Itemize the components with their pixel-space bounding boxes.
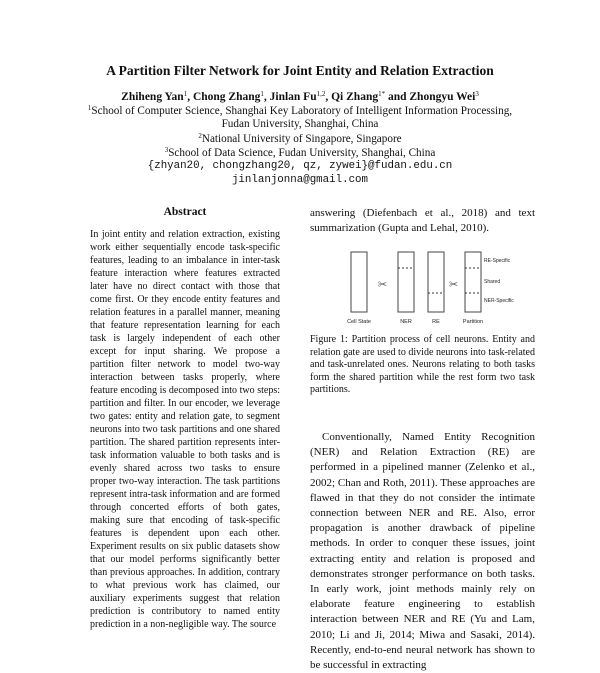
author-name: Qi Zhang: [331, 91, 379, 103]
author-list: [0, 90, 600, 103]
affiliation-line: [0, 118, 600, 130]
abstract-heading: Abstract: [163, 206, 207, 218]
figure-caption: Figure 1: Partition process of cell neurons. Entity and relation gate are used to divide neurons into task-related and task-unrelated ones. Neurons relating to both tasks form the shared partition while the rest form two task partitions.: [310, 334, 535, 395]
author-name: Zhiheng Yan: [121, 91, 184, 103]
author-affiliation-mark: 1,2: [316, 90, 326, 98]
partition-bar: [465, 252, 481, 312]
affiliation-line: [0, 132, 600, 145]
affiliation-line: [0, 146, 600, 159]
label-ner-specific: NER-Specific: [484, 298, 514, 304]
scissors-icon: ✂: [378, 278, 388, 291]
label-re: RE: [432, 319, 440, 325]
abstract-body: [90, 228, 280, 630]
affiliation-text: National University of Singapore, Singapore: [201, 133, 402, 145]
author-separator: ,: [187, 91, 193, 103]
label-cell-state: Cell State: [347, 319, 371, 325]
author-separator: ,: [263, 91, 270, 103]
email-line: jinlanjonna@gmail.com: [231, 174, 369, 186]
author-name: Zhongyu Wei: [409, 91, 476, 103]
affiliation-text: Fudan University, Shanghai, China: [221, 118, 379, 130]
author-name: Jinlan Fu: [269, 91, 317, 103]
author-separator: and: [385, 91, 410, 103]
label-ner: NER: [400, 319, 412, 325]
author-affiliation-mark: 3: [475, 90, 479, 98]
ner-bar: [398, 252, 414, 312]
affiliation-text: School of Data Science, Fudan University, Shanghai, China: [168, 147, 436, 159]
re-bar: [428, 252, 444, 312]
affiliation-mark: 1: [87, 104, 92, 112]
figure-diagram: [340, 248, 514, 330]
author-affiliation-mark: 1: [260, 90, 264, 98]
intro-body: [310, 430, 535, 672]
abstract-text: In joint entity and relation extraction, existing work either sequentially encode task-specific features, leading to an imbalance in inter-task feature interaction where features extracted later have no direct contact with those that come first. Or they encode entity features and relation features in a parallel manner, meaning that feature representation learning for each task is largely independent of each other except for input sharing. We propose a partition filter network to model two-way interaction between tasks properly, where feature encoding is decomposed into two steps: partition and filter. In our encoder, we leverage two gates: entity and relation gate, to segment neurons into two task partitions and one shared partition. The shared partition represents inter-task information valuable to both tasks and is evenly shared across two tasks to ensure proper two-way interaction. The task partitions represent intra-task information and are formed through concerted efforts of both gates, making sure that encoding of task-specific features is dependent upon each other. Experiment results on six public datasets show that our model performs significantly better than previous approaches. In addition, contrary to what previous work has claimed, our auxiliary experiments suggest that relation prediction is contributory to named entity prediction in a non-negligible way. The source: [90, 229, 280, 630]
affiliation-mark: 3: [164, 146, 169, 154]
affiliation-mark: 2: [198, 132, 202, 140]
label-shared: Shared: [484, 279, 501, 285]
figure-partition-process: [340, 248, 514, 330]
author-separator: ,: [325, 91, 332, 103]
intro-tail-text: answering (Diefenbach et al., 2018) and text summarization (Gupta and Lehal, 2010).: [310, 207, 535, 234]
author-affiliation-mark: 1: [183, 90, 188, 98]
label-re-specific: RE-Specific: [484, 258, 511, 264]
affiliation-text: School of Computer Science, Shanghai Key Laboratory of Intelligent Information Processing,: [91, 105, 513, 117]
cell-state-bar: [351, 252, 367, 312]
author-affiliation-mark: 1*: [378, 90, 386, 98]
paper-title: A Partition Filter Network for Joint Entity and Relation Extraction: [106, 63, 494, 78]
scissors-icon: ✂: [449, 278, 459, 291]
label-partition: Partition: [462, 319, 484, 325]
intro-paragraph: Conventionally, Named Entity Recognition (NER) and Relation Extraction (RE) are performed in a pipelined manner (Zelenko et al., 2002; Chan and Roth, 2011). These approaches are flawed in that they do not consider the intimate connection between NER and RE. Also, error propagation is another drawback of pipeline methods. In order to conquer these issues, joint extracting entity and relation is proposed and demonstrates stronger performance on both tasks. In early work, joint methods mainly rely on elaborate feature engineering to establish interaction between NER and RE (Yu and Lam, 2010; Li and Ji, 2014; Miwa and Sasaki, 2014). Recently, end-to-end neural network has shown to be successful in extracting: [310, 431, 535, 672]
affiliation-line: [0, 104, 600, 117]
author-name: Chong Zhang: [192, 91, 261, 103]
email-line: {zhyan20, chongzhang20, qz, zywei}@fudan.edu.cn: [147, 160, 453, 172]
